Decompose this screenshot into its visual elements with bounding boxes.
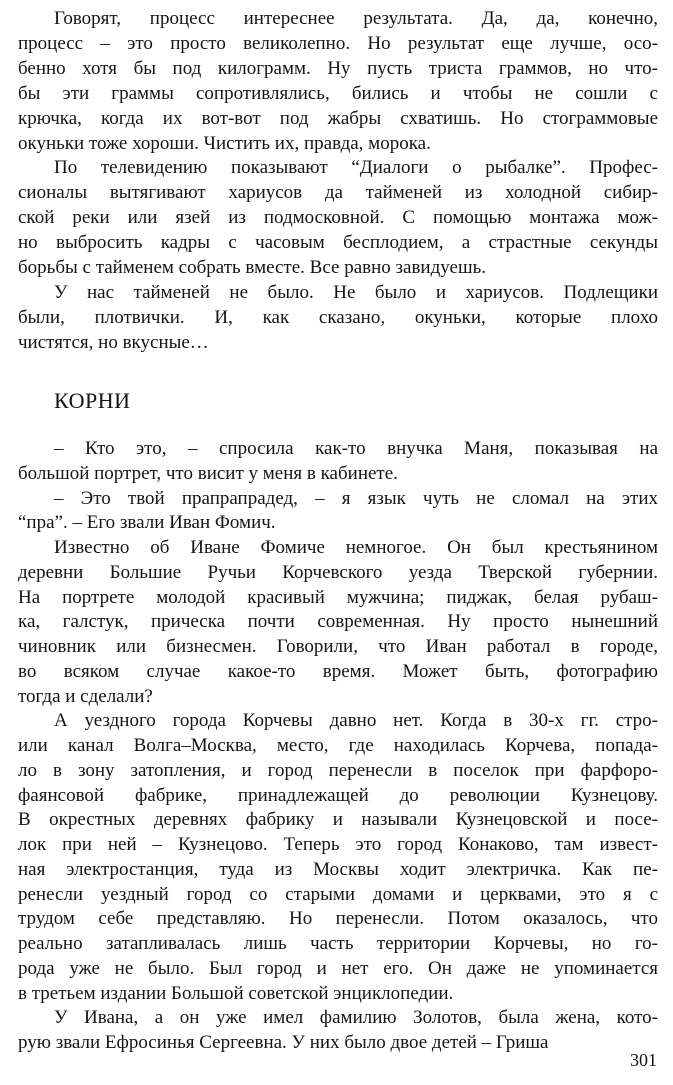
text-line: реально затапливалась лишь часть территории Корчевы, но го- [18,933,658,954]
text-line: большой портрет, что висит у меня в кабинете. [18,462,398,484]
text-line: но выбросить кадры с часовым бесплодием, а страстные секунды [18,232,658,254]
text-line: бенно хотя бы под килограмм. Ну пусть триста граммов, но что- [18,57,658,79]
text-line: борьбы с тайменем собрать вместе. Все равно завидуешь. [18,257,486,278]
text-line: рую звали Ефросинья Сергеевна. У них было двое детей – Гриша [18,1032,549,1053]
text-line: во всяком случае какое-то время. Может быть, фотографию [18,660,658,682]
text-line: чиновник или бизнесмен. Говорили, что Иван работал в городе, [18,636,658,657]
text-line: На портрете молодой красивый мужчина; пиджак, белая рубаш- [18,586,658,608]
text-line: были, плотвички. И, как сказано, окуньки, которые плохо [18,306,658,328]
text-line: тогда и сделали? [18,685,153,707]
text-line: По телевидению показывают “Диалоги о рыбалке”. Профес- [54,157,658,179]
text-line: ная электростанция, туда из Москвы ходит электричка. Как пе- [18,858,658,880]
text-line: ка, галстук, прическа почти современная. Ну просто нынешний [18,611,658,633]
text-line: У нас таймeней не было. Не было и хариусов. Подлещики [54,281,658,303]
text-line: процесс – это просто великолепно. Но результат еще лучше, осо- [18,32,658,54]
page-number: 301 [630,1050,657,1070]
text-line: в третьем издании Большой советской энциклопедии. [18,982,454,1004]
text-line: А уездного города Корчевы давно нет. Когда в 30-х гг. стро- [54,710,658,732]
text-line: крючка, когда их вот-вот под жабры схватишь. Но стограммовые [18,107,658,129]
text-line: Говорят, процесс интереснее результата. Да, да, конечно, [54,8,658,29]
text-line: – Это твой прапрапрадед, – я язык чуть не сломал на этих [54,487,658,509]
text-line: ло в зону затопления, и город перенесли в поселок при фарфоро- [18,759,658,781]
text-line: фаянсовой фабрике, принадлежащей до революции Кузнецову. [18,784,658,806]
text-line: ренесли уездный город со старыми домами и церквами, это я с [18,883,658,905]
text-line: чистятся, но вкусные… [18,331,209,353]
text-line: В окрестных деревнях фабрику и называли Кузнецовской и посе- [18,809,658,831]
text-line: ской реки или язей из подмосковной. С помощью монтажа мож- [18,207,658,229]
text-line: – Кто это, – спросила как-то внучка Маня, показывая на [54,438,658,459]
text-line: трудом себе представляю. Но перенесли. Потом оказалось, что [18,908,658,930]
text-line: Известно об Иване Фомиче немногое. Он был крестьянином [54,537,658,558]
text-line: лок при ней – Кузнецово. Теперь это город Конаково, там извест- [18,834,658,855]
section-heading: КОРНИ [54,388,131,413]
text-line: или канал Волга–Москва, место, где находилась Корчева, попада- [18,735,658,756]
text-line: рода уже не было. Был город и нет его. Он даже не упоминается [18,957,658,979]
text-line: окуньки тоже хороши. Чистить их, правда, морока. [18,132,431,154]
text-line: сионалы вытягивают хариусов да таймeней из холодной сибир- [18,182,658,204]
text-line: У Ивана, а он уже имел фамилию Золотов, была жена, кото- [54,1007,658,1029]
text-line: деревни Большие Ручьи Корчевского уезда Тверской губернии. [18,561,658,583]
text-line: бы эти граммы сопротивлялись, бились и чтобы не сошли с [18,82,658,104]
text-line: “пра”. – Его звали Иван Фомич. [18,512,276,534]
